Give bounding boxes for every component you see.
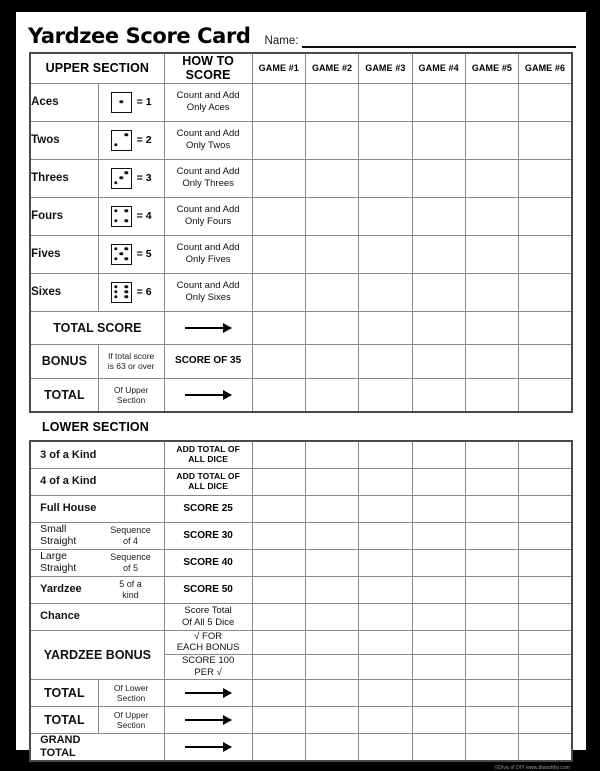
how-to-score-aces: Count and Add Only Aces — [164, 83, 252, 121]
score-cell-4-of-a-kind-game6[interactable] — [519, 468, 572, 495]
score-cell-aces-game5[interactable] — [465, 83, 518, 121]
how-to-score-small-straight: SCORE 30 — [164, 522, 252, 549]
dice-value-fives: = 5 — [136, 248, 152, 260]
score-cell-grand-total-game2[interactable] — [305, 734, 358, 761]
score-cell-small-straight-game1[interactable] — [252, 522, 305, 549]
score-cell-upper-total-lower-game5[interactable] — [465, 707, 518, 734]
category-label-fives: Fives — [30, 235, 98, 273]
lower-total-arrow-cell — [164, 680, 252, 707]
how-to-score-fours: Count and Add Only Fours — [164, 197, 252, 235]
score-cell-twos-game1[interactable] — [252, 121, 305, 159]
score-cell-yardzee-bonus-check-game5[interactable] — [465, 630, 518, 655]
table-row — [30, 235, 572, 273]
yardzee-bonus-how-top: √ FOR EACH BONUS — [164, 630, 252, 655]
score-cell-threes-game3[interactable] — [359, 159, 412, 197]
score-cell-chance-game6[interactable] — [519, 603, 572, 630]
score-cell-sixes-game3[interactable] — [359, 273, 412, 311]
score-cell-upper-total-game4[interactable] — [412, 378, 465, 412]
table-row — [30, 468, 572, 495]
how-to-score-4-of-a-kind: ADD TOTAL OF ALL DICE — [164, 468, 252, 495]
score-cell-upper-total-game3[interactable] — [359, 378, 412, 412]
score-cell-large-straight-game4[interactable] — [412, 549, 465, 576]
score-cell-fours-game4[interactable] — [412, 197, 465, 235]
score-cell-sixes-game1[interactable] — [252, 273, 305, 311]
table-row — [30, 344, 572, 378]
table-row — [30, 680, 572, 707]
score-cell-yardzee-bonus-score-game1[interactable] — [252, 655, 305, 680]
how-to-score-threes: Count and Add Only Threes — [164, 159, 252, 197]
score-cell-twos-game2[interactable] — [305, 121, 358, 159]
how-to-score-sixes: Count and Add Only Sixes — [164, 273, 252, 311]
score-cell-threes-game4[interactable] — [412, 159, 465, 197]
lower-upper-total-label: TOTAL — [30, 707, 98, 734]
score-cell-3-of-a-kind-game3[interactable] — [359, 441, 412, 468]
score-cell-chance-game5[interactable] — [465, 603, 518, 630]
category-label-large-straight: Large Straight — [40, 549, 77, 574]
card-header — [16, 12, 586, 52]
score-cell-aces-game1[interactable] — [252, 83, 305, 121]
score-cell-twos-game4[interactable] — [412, 121, 465, 159]
score-cell-3-of-a-kind-game6[interactable] — [519, 441, 572, 468]
score-cell-fives-game5[interactable] — [465, 235, 518, 273]
arrow-right-icon — [185, 327, 231, 329]
category-cell-chance — [30, 603, 164, 630]
bonus-label: BONUS — [30, 344, 98, 378]
score-cell-aces-game3[interactable] — [359, 83, 412, 121]
score-cell-full-house-game6[interactable] — [519, 495, 572, 522]
score-cell-yardzee-game5[interactable] — [465, 576, 518, 603]
score-cell-grand-total-game3[interactable] — [359, 734, 412, 761]
score-cell-yardzee-bonus-score-game6[interactable] — [519, 655, 572, 680]
score-cell-aces-game4[interactable] — [412, 83, 465, 121]
score-cell-3-of-a-kind-game5[interactable] — [465, 441, 518, 468]
score-cell-yardzee-bonus-check-game2[interactable] — [305, 630, 358, 655]
die-five-pip-icon — [111, 244, 132, 265]
score-cell-fives-game3[interactable] — [359, 235, 412, 273]
score-cell-threes-game6[interactable] — [519, 159, 572, 197]
score-cell-yardzee-game4[interactable] — [412, 576, 465, 603]
die-one-pip-icon — [111, 92, 132, 113]
score-cell-full-house-game1[interactable] — [252, 495, 305, 522]
score-cell-3-of-a-kind-game1[interactable] — [252, 441, 305, 468]
how-to-score-large-straight: SCORE 40 — [164, 549, 252, 576]
page-title: Yardzee Score Card — [28, 24, 251, 48]
game-header-1: GAME #1 — [252, 53, 305, 83]
score-cell-threes-game5[interactable] — [465, 159, 518, 197]
score-cell-total-score-game6[interactable] — [519, 311, 572, 344]
score-cell-twos-game6[interactable] — [519, 121, 572, 159]
score-cell-yardzee-bonus-check-game1[interactable] — [252, 630, 305, 655]
score-cell-yardzee-game3[interactable] — [359, 576, 412, 603]
dice-value-sixes: = 6 — [136, 286, 152, 298]
dice-value-fours: = 4 — [136, 210, 152, 222]
grand-total-arrow-cell — [164, 734, 252, 761]
arrow-right-icon — [185, 746, 231, 748]
table-row — [30, 159, 572, 197]
score-cell-threes-game1[interactable] — [252, 159, 305, 197]
dice-cell-aces — [98, 83, 164, 121]
lower-upper-total-arrow-cell — [164, 707, 252, 734]
score-cell-upper-total-game2[interactable] — [305, 378, 358, 412]
score-cell-upper-total-lower-game1[interactable] — [252, 707, 305, 734]
die-six-pip-icon — [111, 282, 132, 303]
score-cell-grand-total-game4[interactable] — [412, 734, 465, 761]
score-cell-3-of-a-kind-game2[interactable] — [305, 441, 358, 468]
lower-section-table — [29, 440, 573, 762]
table-row — [30, 576, 572, 603]
table-row — [30, 197, 572, 235]
score-cell-upper-total-lower-game2[interactable] — [305, 707, 358, 734]
category-label-full-house: Full House — [40, 502, 97, 515]
table-row — [30, 311, 572, 344]
score-cell-small-straight-game2[interactable] — [305, 522, 358, 549]
table-row — [30, 522, 572, 549]
score-cell-yardzee-game6[interactable] — [519, 576, 572, 603]
score-cell-sixes-game5[interactable] — [465, 273, 518, 311]
dice-cell-twos — [98, 121, 164, 159]
dice-value-threes: = 3 — [136, 172, 152, 184]
dice-cell-fours — [98, 197, 164, 235]
how-to-score-3-of-a-kind: ADD TOTAL OF ALL DICE — [164, 441, 252, 468]
die-four-pip-icon — [111, 206, 132, 227]
score-cell-yardzee-game2[interactable] — [305, 576, 358, 603]
score-cell-upper-total-game6[interactable] — [519, 378, 572, 412]
score-cell-full-house-game4[interactable] — [412, 495, 465, 522]
upper-total-arrow-cell — [164, 378, 252, 412]
name-input-line[interactable] — [302, 38, 576, 48]
arrow-right-icon — [185, 394, 231, 396]
score-cell-small-straight-game3[interactable] — [359, 522, 412, 549]
score-cell-grand-total-game6[interactable] — [519, 734, 572, 761]
score-cell-fours-game2[interactable] — [305, 197, 358, 235]
table-row — [30, 603, 572, 630]
score-cell-bonus-game4[interactable] — [412, 344, 465, 378]
dice-value-aces: = 1 — [136, 96, 152, 108]
score-cell-yardzee-bonus-score-game5[interactable] — [465, 655, 518, 680]
how-to-score-header: HOW TO SCORE — [164, 53, 252, 83]
score-cell-bonus-game3[interactable] — [359, 344, 412, 378]
table-row — [30, 549, 572, 576]
category-cell-full-house — [30, 495, 164, 522]
score-cell-sixes-game2[interactable] — [305, 273, 358, 311]
lower-upper-total-note: Of Upper Section — [98, 707, 164, 734]
score-cell-fives-game4[interactable] — [412, 235, 465, 273]
score-cell-sixes-game6[interactable] — [519, 273, 572, 311]
total-score-label: TOTAL SCORE — [30, 311, 164, 344]
grand-total-label: GRAND TOTAL — [40, 734, 81, 759]
score-cell-4-of-a-kind-game1[interactable] — [252, 468, 305, 495]
table-row — [30, 378, 572, 412]
game-header-5: GAME #5 — [465, 53, 518, 83]
score-cell-lower-total-game3[interactable] — [359, 680, 412, 707]
score-cell-threes-game2[interactable] — [305, 159, 358, 197]
score-cell-twos-game3[interactable] — [359, 121, 412, 159]
arrow-right-icon — [185, 692, 231, 694]
score-cell-lower-total-game2[interactable] — [305, 680, 358, 707]
total-score-arrow-cell — [164, 311, 252, 344]
yardzee-bonus-label: YARDZEE BONUS — [30, 630, 164, 680]
yardzee-bonus-how-bottom: SCORE 100 PER √ — [164, 655, 252, 680]
score-cell-bonus-game6[interactable] — [519, 344, 572, 378]
score-cell-yardzee-bonus-check-game3[interactable] — [359, 630, 412, 655]
category-note-yardzee: 5 of a kind — [119, 579, 142, 600]
table-row — [30, 121, 572, 159]
score-cell-chance-game2[interactable] — [305, 603, 358, 630]
score-cell-yardzee-bonus-score-game2[interactable] — [305, 655, 358, 680]
table-row — [30, 495, 572, 522]
score-cell-upper-total-lower-game6[interactable] — [519, 707, 572, 734]
upper-section-header: UPPER SECTION — [30, 53, 164, 83]
game-header-3: GAME #3 — [359, 53, 412, 83]
score-cell-large-straight-game2[interactable] — [305, 549, 358, 576]
table-row — [30, 441, 572, 468]
score-cell-upper-total-lower-game4[interactable] — [412, 707, 465, 734]
category-cell-yardzee — [30, 576, 164, 603]
score-cell-grand-total-game1[interactable] — [252, 734, 305, 761]
score-cell-small-straight-game5[interactable] — [465, 522, 518, 549]
score-cell-3-of-a-kind-game4[interactable] — [412, 441, 465, 468]
upper-total-label: TOTAL — [30, 378, 98, 412]
score-cell-4-of-a-kind-game2[interactable] — [305, 468, 358, 495]
score-cell-twos-game5[interactable] — [465, 121, 518, 159]
upper-section-table — [29, 52, 573, 413]
category-label-3-of-a-kind: 3 of a Kind — [40, 448, 97, 461]
score-cell-sixes-game4[interactable] — [412, 273, 465, 311]
table-row — [30, 734, 572, 761]
score-cell-small-straight-game6[interactable] — [519, 522, 572, 549]
die-two-pip-icon — [111, 130, 132, 151]
how-to-score-fives: Count and Add Only Fives — [164, 235, 252, 273]
dice-cell-sixes — [98, 273, 164, 311]
category-label-small-straight: Small Straight — [40, 522, 77, 547]
score-cell-aces-game6[interactable] — [519, 83, 572, 121]
dice-cell-fives — [98, 235, 164, 273]
dice-cell-threes — [98, 159, 164, 197]
die-three-pip-icon — [111, 168, 132, 189]
category-cell-3-of-a-kind — [30, 441, 164, 468]
score-cell-fives-game2[interactable] — [305, 235, 358, 273]
score-cell-yardzee-game1[interactable] — [252, 576, 305, 603]
upper-header-row — [30, 53, 572, 83]
score-cell-large-straight-game3[interactable] — [359, 549, 412, 576]
name-field-group — [265, 35, 586, 48]
table-row — [30, 707, 572, 734]
score-cell-fours-game1[interactable] — [252, 197, 305, 235]
score-cell-full-house-game2[interactable] — [305, 495, 358, 522]
score-cell-lower-total-game1[interactable] — [252, 680, 305, 707]
table-row — [30, 273, 572, 311]
name-label: Name: — [264, 35, 299, 47]
score-cell-bonus-game1[interactable] — [252, 344, 305, 378]
how-to-score-yardzee: SCORE 50 — [164, 576, 252, 603]
grand-total-cell — [30, 734, 164, 761]
score-cell-aces-game2[interactable] — [305, 83, 358, 121]
dice-value-twos: = 2 — [136, 134, 152, 146]
lower-total-note: Of Lower Section — [98, 680, 164, 707]
bonus-how-to-score: SCORE OF 35 — [164, 344, 252, 378]
score-cell-upper-total-game5[interactable] — [465, 378, 518, 412]
score-cell-4-of-a-kind-game4[interactable] — [412, 468, 465, 495]
score-cell-grand-total-game5[interactable] — [465, 734, 518, 761]
score-cell-total-score-game4[interactable] — [412, 311, 465, 344]
score-cell-full-house-game5[interactable] — [465, 495, 518, 522]
category-label-fours: Fours — [30, 197, 98, 235]
score-cell-lower-total-game4[interactable] — [412, 680, 465, 707]
score-cell-fours-game3[interactable] — [359, 197, 412, 235]
score-cell-large-straight-game5[interactable] — [465, 549, 518, 576]
bonus-note: If total score is 63 or over — [98, 344, 164, 378]
category-label-threes: Threes — [30, 159, 98, 197]
score-cell-fours-game5[interactable] — [465, 197, 518, 235]
score-cell-4-of-a-kind-game5[interactable] — [465, 468, 518, 495]
category-label-twos: Twos — [30, 121, 98, 159]
score-cell-upper-total-lower-game3[interactable] — [359, 707, 412, 734]
how-to-score-full-house: SCORE 25 — [164, 495, 252, 522]
how-to-score-chance: Score Total Of All 5 Dice — [164, 603, 252, 630]
category-label-sixes: Sixes — [30, 273, 98, 311]
category-label-chance: Chance — [40, 610, 80, 623]
lower-total-label: TOTAL — [30, 680, 98, 707]
score-cell-total-score-game2[interactable] — [305, 311, 358, 344]
score-cell-total-score-game1[interactable] — [252, 311, 305, 344]
score-card-page — [16, 12, 586, 771]
category-label-aces: Aces — [30, 83, 98, 121]
category-cell-4-of-a-kind — [30, 468, 164, 495]
score-cell-fives-game1[interactable] — [252, 235, 305, 273]
category-cell-large-straight — [30, 549, 164, 576]
score-cell-total-score-game5[interactable] — [465, 311, 518, 344]
score-cell-full-house-game3[interactable] — [359, 495, 412, 522]
arrow-right-icon — [185, 719, 231, 721]
score-cell-bonus-game5[interactable] — [465, 344, 518, 378]
score-cell-large-straight-game1[interactable] — [252, 549, 305, 576]
score-cell-fives-game6[interactable] — [519, 235, 572, 273]
category-cell-small-straight — [30, 522, 164, 549]
table-row — [30, 83, 572, 121]
score-cell-yardzee-bonus-score-game3[interactable] — [359, 655, 412, 680]
score-cell-yardzee-bonus-score-game4[interactable] — [412, 655, 465, 680]
score-cell-large-straight-game6[interactable] — [519, 549, 572, 576]
score-cell-chance-game4[interactable] — [412, 603, 465, 630]
category-note-small-straight: Sequence of 4 — [110, 525, 151, 546]
score-cell-chance-game3[interactable] — [359, 603, 412, 630]
game-header-2: GAME #2 — [305, 53, 358, 83]
category-label-yardzee: Yardzee — [40, 583, 82, 596]
category-label-4-of-a-kind: 4 of a Kind — [40, 475, 97, 488]
score-cell-total-score-game3[interactable] — [359, 311, 412, 344]
score-cell-4-of-a-kind-game3[interactable] — [359, 468, 412, 495]
score-cell-chance-game1[interactable] — [252, 603, 305, 630]
table-row — [30, 630, 572, 655]
copyright-credit: ©Diva of DIY www.divaofdiy.com — [494, 764, 570, 771]
score-cell-bonus-game2[interactable] — [305, 344, 358, 378]
score-cell-yardzee-bonus-check-game6[interactable] — [519, 630, 572, 655]
score-cell-yardzee-bonus-check-game4[interactable] — [412, 630, 465, 655]
game-header-4: GAME #4 — [412, 53, 465, 83]
game-header-6: GAME #6 — [519, 53, 572, 83]
score-cell-upper-total-game1[interactable] — [252, 378, 305, 412]
how-to-score-twos: Count and Add Only Twos — [164, 121, 252, 159]
score-cell-fours-game6[interactable] — [519, 197, 572, 235]
score-cell-lower-total-game6[interactable] — [519, 680, 572, 707]
score-cell-small-straight-game4[interactable] — [412, 522, 465, 549]
lower-section-heading: LOWER SECTION — [42, 420, 149, 434]
category-note-large-straight: Sequence of 5 — [110, 552, 151, 573]
upper-total-note: Of Upper Section — [98, 378, 164, 412]
score-cell-lower-total-game5[interactable] — [465, 680, 518, 707]
